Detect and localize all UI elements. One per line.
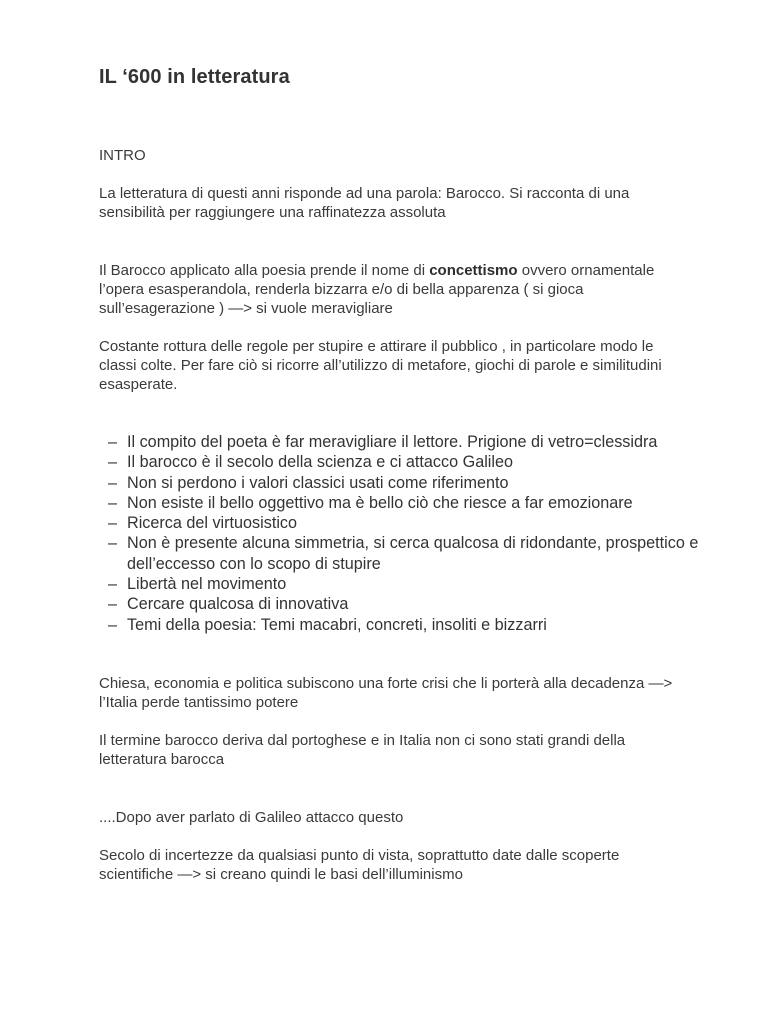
intro-heading: INTRO [99,147,146,164]
concettismo-text-after: ovvero ornamentale l’opera esasperandola, renderla bizzarra e/o di bella apparenza ( si gioca sull’esagerazione ) —> si vuole meravigliare [99,262,655,317]
concettismo-paragraph [99,261,679,318]
list-item: – Cercare qualcosa di innovativa [99,594,699,614]
crisi-paragraph: Chiesa, economia e politica subiscono una forte crisi che li porterà alla decadenza —> l’Italia perde tantissimo potere [99,675,673,711]
list-item: – Il compito del poeta è far meravigliare il lettore. Prigione di vetro=clessidra [99,432,699,452]
list-item: – Non esiste il bello oggettivo ma è bello ciò che riesce a far emozionare [99,493,699,513]
rottura-paragraph: Costante rottura delle regole per stupire e attirare il pubblico , in particolare modo le classi colte. Per fare ciò si ricorre all’utilizzo di metafore, giochi di parole e similitudini esasperate. [99,338,662,393]
page-title: IL ‘600 in letteratura [99,66,290,88]
concettismo-text-before: Il Barocco applicato alla poesia prende il nome di [99,262,430,279]
galileo-paragraph: ....Dopo aver parlato di Galileo attacco questo [99,809,404,826]
concettismo-term: concettismo [429,262,518,279]
list-item: – Non si perdono i valori classici usati come riferimento [99,473,699,493]
list-item: – Non è presente alcuna simmetria, si cerca qualcosa di ridondante, prospettico e dell’eccesso con lo scopo di stupire [99,533,699,574]
list-item: – Il barocco è il secolo della scienza e ci attacco Galileo [99,452,699,472]
list-item: – Ricerca del virtuosistico [99,513,699,533]
list-item: – Libertà nel movimento [99,574,699,594]
intro-paragraph: La letteratura di questi anni risponde ad una parola: Barocco. Si racconta di una sensibilità per raggiungere una raffinatezza assoluta [99,185,630,221]
key-points-list [99,432,699,635]
incertezze-paragraph: Secolo di incertezze da qualsiasi punto di vista, soprattutto date dalle scoperte scientifiche —> si creano quindi le basi dell’illuminismo [99,847,620,883]
list-item: – Temi della poesia: Temi macabri, concreti, insoliti e bizzarri [99,615,699,635]
termine-paragraph: Il termine barocco deriva dal portoghese e in Italia non ci sono stati grandi della letteratura barocca [99,732,626,768]
